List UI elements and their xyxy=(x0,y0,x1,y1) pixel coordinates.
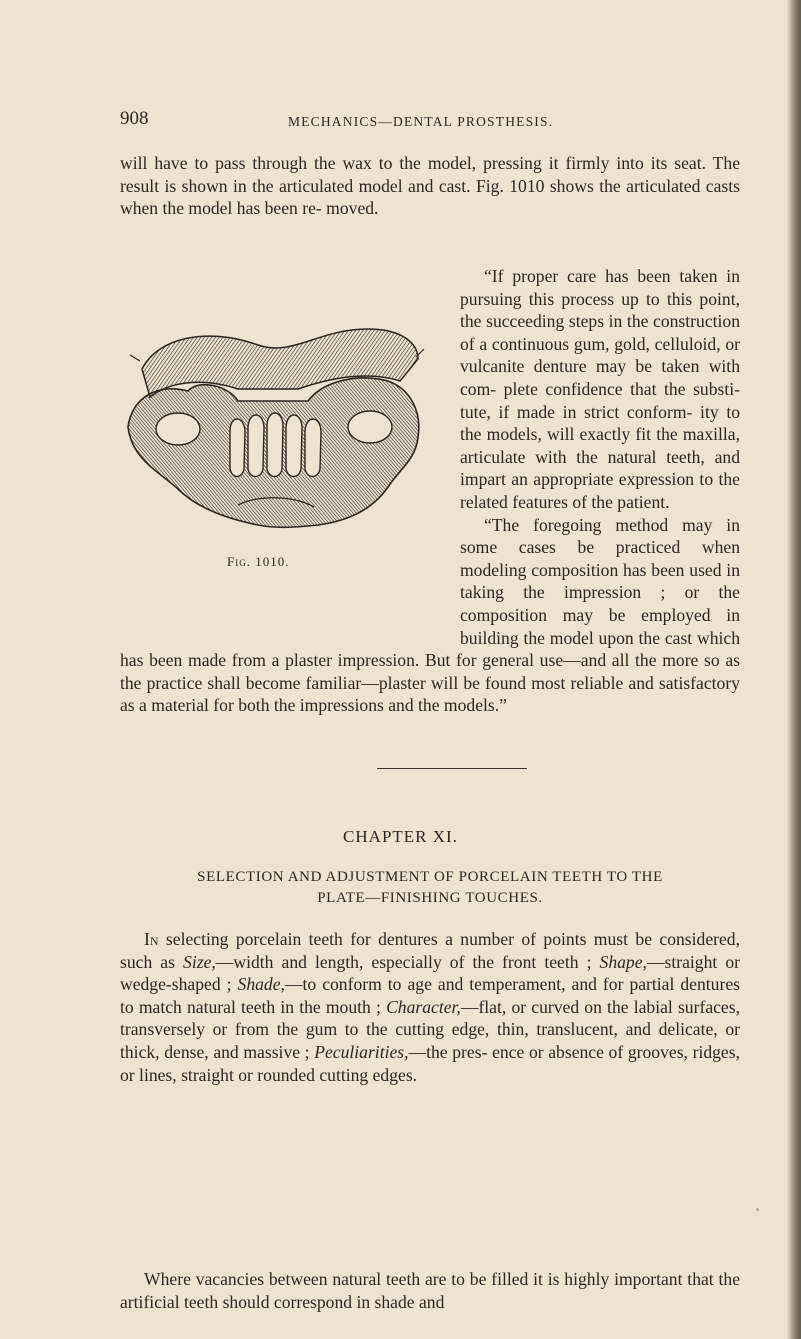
page-speck xyxy=(756,1208,759,1211)
figure-1010 xyxy=(112,319,450,641)
articulated-casts-illustration-icon xyxy=(118,319,434,531)
paragraph-2 xyxy=(120,265,740,717)
chapter-title-line-1: SELECTION AND ADJUSTMENT OF PORCELAIN TEETH TO THE xyxy=(197,869,663,885)
paragraph-5-text: Where vacancies between natural teeth are to be filled it is highly important that the artificial teeth should correspond in shade and xyxy=(120,1269,740,1312)
text-run: —straight or wedge-shaped ; xyxy=(120,951,741,995)
term-shape: Shape, xyxy=(599,951,647,972)
chapter-title-line-2: PLATE—FINISHING TOUCHES. xyxy=(317,890,543,906)
paragraph-4 xyxy=(120,928,740,1086)
page-header xyxy=(120,108,760,138)
term-peculiarities: Peculiarities, xyxy=(314,1041,409,1062)
paragraph-4-text xyxy=(120,928,740,1086)
section-divider xyxy=(377,768,527,769)
paragraph-2-part-2: “The foregoing method may in some cases be practiced when modeling composition has been used in taking the impression ; or the composition may be employed in building the model upon the cast which has been made from a plaster impression. But for general use—and all the more so as the practice shall become familiar—plaster will be found most reliable and satisfactory as a material for both the impressions and the models.” xyxy=(120,514,740,716)
text-run: selecting porcelain teeth for dentures a number of points must be considered, such as xyxy=(120,929,740,972)
term-character: Character, xyxy=(386,996,461,1017)
paragraph-5 xyxy=(120,1268,740,1313)
paragraph-1: will have to pass through the wax to the model, pressing it firmly into its seat. The result is shown in the articulated model and cast. Fig. 1010 shows the articulated casts when the model has been re- moved. xyxy=(120,153,740,219)
chapter-heading: CHAPTER XI. xyxy=(343,827,458,846)
running-title: MECHANICS—DENTAL PROSTHESIS. xyxy=(288,114,554,129)
text-run: —to conform to age and temperament, and for partial dentures to match natural teeth in the mouth ; xyxy=(120,974,740,1017)
lead-word: In xyxy=(144,929,159,949)
text-run: —width and length, especially of the front teeth ; xyxy=(215,951,600,972)
page-number: 908 xyxy=(120,108,149,129)
figure-caption: Fig. 1010. xyxy=(227,554,290,569)
text-run: —the pres- ence or absence of grooves, ridges, or lines, straight or rounded cutting edges. xyxy=(120,1041,740,1085)
term-shade: Shade, xyxy=(237,974,285,995)
page-edge xyxy=(787,0,801,1339)
text-run: —flat, or curved on the labial surfaces, transversely or from the gum to the cutting edge, thin, translucent, and delicate, or thick, dense, and massive ; xyxy=(120,996,740,1062)
chapter-title xyxy=(120,867,740,909)
paragraph-2-part-1: “If proper care has been taken in pursuing this process up to this point, the succeeding steps in the construction of a continuous gum, gold, celluloid, or vulcanite denture may be taken with com- plete confidence that the substi- tute, if made in strict conform- ity to the models, will exactly fit the maxilla, articulate with the natural teeth, and impart an appropriate expression to the related features of the patient. xyxy=(460,266,740,512)
term-size: Size, xyxy=(183,951,216,972)
